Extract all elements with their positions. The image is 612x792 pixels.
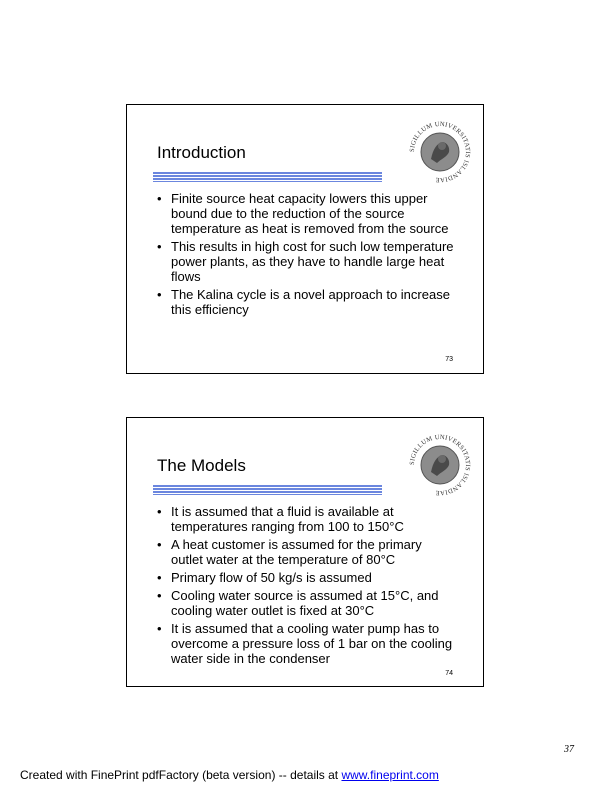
bullet-marker: •: [157, 287, 162, 302]
bullet-marker: •: [157, 537, 162, 552]
bullet-marker: •: [157, 191, 162, 206]
bullet-item: [157, 537, 457, 567]
fineprint-link[interactable]: www.fineprint.com: [341, 768, 439, 782]
bullet-item: [157, 588, 457, 618]
bullet-text: It is assumed that a fluid is available at temperatures ranging from 100 to 150°C: [171, 504, 404, 534]
bullet-marker: •: [157, 570, 162, 585]
footer-text: Created with FinePrint pdfFactory (beta version) -- details at: [20, 768, 342, 782]
slide-74: [126, 417, 484, 687]
bullet-item: [157, 621, 457, 666]
svg-text:SIGILLUM UNIVERSITATIS ISLANDI: SIGILLUM UNIVERSITATIS ISLANDIAE: [408, 120, 472, 184]
bullet-marker: •: [157, 621, 162, 636]
slide-number: 73: [445, 356, 453, 363]
bullet-marker: •: [157, 504, 162, 519]
bullet-text: Cooling water source is assumed at 15°C, and cooling water outlet is fixed at 30°C: [171, 588, 439, 618]
bullet-marker: •: [157, 588, 162, 603]
title-underline-rule: [153, 485, 382, 495]
bullet-text: It is assumed that a cooling water pump has to overcome a pressure loss of 1 bar on the cooling water side in the condenser: [171, 621, 453, 666]
bullet-item: [157, 504, 457, 534]
footer-credit: [20, 768, 439, 782]
slide-title: Introduction: [157, 143, 246, 162]
bullet-text: This results in high cost for such low temperature power plants, as they have to handle large heat flows: [171, 239, 454, 284]
page-number: 37: [564, 744, 574, 755]
bullet-text: The Kalina cycle is a novel approach to increase this efficiency: [171, 287, 450, 317]
bullet-list: [157, 504, 457, 669]
bullet-text: Finite source heat capacity lowers this upper bound due to the reduction of the source temperature as heat is removed from the source: [171, 191, 449, 236]
bullet-item: [157, 287, 457, 317]
bullet-item: [157, 191, 457, 236]
slide-number: 74: [445, 670, 453, 677]
bullet-marker: •: [157, 239, 162, 254]
slide-title: The Models: [157, 456, 246, 475]
bullet-text: A heat customer is assumed for the primary outlet water at the temperature of 80°C: [171, 537, 422, 567]
bullet-text: Primary flow of 50 kg/s is assumed: [171, 570, 372, 585]
slide-73: [126, 104, 484, 374]
bullet-item: [157, 239, 457, 284]
bullet-list: [157, 191, 457, 320]
bullet-item: [157, 570, 457, 585]
university-seal-icon: [407, 119, 473, 185]
title-underline-rule: [153, 172, 382, 182]
university-seal-icon: [407, 432, 473, 498]
svg-text:SIGILLUM UNIVERSITATIS ISLANDI: SIGILLUM UNIVERSITATIS ISLANDIAE: [408, 433, 472, 497]
